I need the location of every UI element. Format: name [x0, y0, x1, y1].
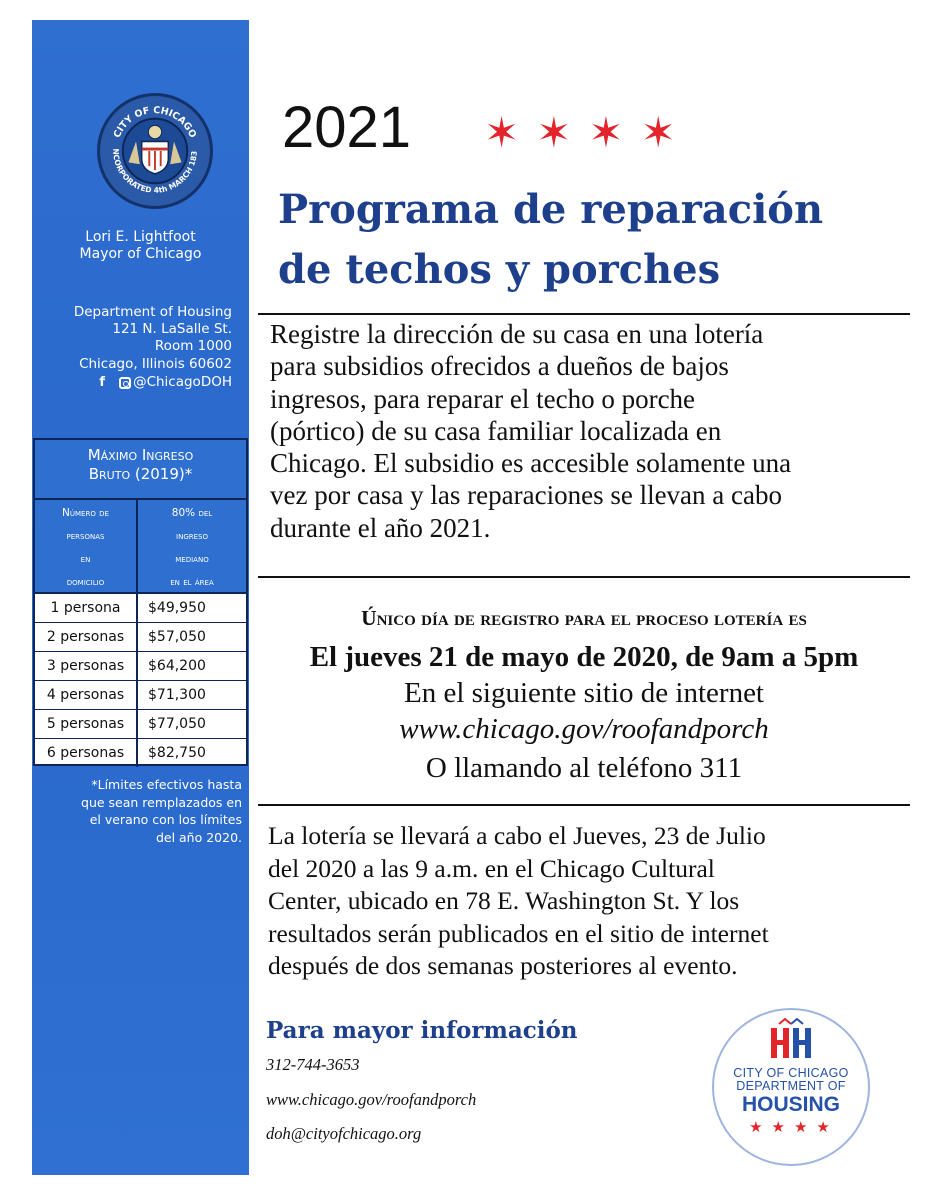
- logo-line3: HOUSING: [741, 1093, 840, 1116]
- intro-line: Registre la dirección de su casa en una lotería: [270, 319, 764, 349]
- title-line1: Programa de reparación: [278, 186, 824, 233]
- contact-phone[interactable]: 312-744-3653: [266, 1055, 360, 1074]
- household-size: 5 personas: [35, 710, 138, 738]
- page-title: [278, 180, 918, 300]
- footnote-line: el verano con los límites: [89, 812, 242, 827]
- dept-room: Room 1000: [154, 338, 232, 354]
- table-row: [35, 739, 246, 767]
- income-limit: $49,950: [148, 600, 206, 616]
- column-header-line: en: [80, 553, 91, 565]
- more-info-heading: Para mayor información: [266, 1017, 578, 1044]
- column-header-line: 80% del: [171, 507, 213, 519]
- seal-bottom-text: NCORPORATED 4th MARCH 183: [111, 148, 199, 195]
- table-row: [35, 652, 246, 681]
- hh-logo-icon: [761, 1018, 821, 1062]
- household-size: 6 personas: [35, 739, 138, 767]
- footnote-line: *Límites efectivos hasta: [91, 777, 242, 792]
- divider: [258, 804, 910, 806]
- income-limit: $57,050: [148, 629, 206, 645]
- dept-social: [32, 374, 232, 392]
- intro-line: Chicago. El subsidio es accesible solamente una: [270, 448, 792, 479]
- column-header-household: [35, 500, 138, 592]
- seal-graphic: [100, 96, 210, 206]
- logo-stars-icon: ★★★★: [749, 1119, 839, 1136]
- year-heading: 2021: [282, 95, 412, 160]
- table-row: [35, 681, 246, 710]
- divider: [258, 313, 910, 315]
- income-limit: $82,750: [148, 745, 206, 761]
- income-heading-line1: Máximo Ingreso: [87, 446, 194, 464]
- household-size: 1 persona: [35, 594, 138, 622]
- divider: [258, 576, 910, 578]
- income-footnote: [32, 776, 242, 846]
- chicago-stars-icon: ✶✶✶✶: [484, 108, 693, 157]
- income-table: [33, 438, 248, 766]
- dept-street: 121 N. LaSalle St.: [112, 321, 232, 337]
- table-row: [35, 623, 246, 652]
- instagram-icon[interactable]: [119, 377, 131, 389]
- table-row: [35, 594, 246, 623]
- social-handle[interactable]: @ChicagoDOH: [133, 374, 232, 390]
- registration-website-label: En el siguiente sitio de internet: [404, 677, 764, 709]
- column-header-line: domicilio: [66, 576, 105, 588]
- income-limit: $71,300: [148, 687, 206, 703]
- mayor-name: Lori E. Lightfoot: [85, 229, 196, 245]
- city-seal: [97, 93, 213, 209]
- dept-housing-logo: [712, 1008, 870, 1166]
- contact-email[interactable]: doh@cityofchicago.org: [266, 1124, 422, 1143]
- contact-website[interactable]: www.chicago.gov/roofandporch: [266, 1090, 477, 1109]
- household-size: 4 personas: [35, 681, 138, 709]
- column-header-line: mediano: [175, 553, 209, 565]
- income-heading-line2: Bruto (2019)*: [88, 465, 193, 483]
- lottery-line: después de dos semanas posteriores al evento.: [268, 951, 738, 980]
- mayor-title: Mayor of Chicago: [79, 246, 202, 262]
- income-limit: $64,200: [148, 658, 206, 674]
- registration-phone: O llamando al teléfono 311: [425, 752, 743, 784]
- lottery-line: resultados serán publicados en el sitio de internet: [268, 918, 769, 948]
- intro-paragraph: [270, 318, 920, 544]
- registration-heading: Único día de registro para el proceso lotería es: [361, 606, 807, 630]
- dept-city: Chicago, Illinois 60602: [79, 356, 232, 372]
- intro-line: para subsidios ofrecidos a dueños de bajos: [270, 351, 729, 382]
- registration-website-link[interactable]: www.chicago.gov/roofandporch: [399, 713, 769, 745]
- column-header-income: [138, 500, 246, 592]
- lottery-paragraph: [268, 820, 918, 983]
- lottery-line: Center, ubicado en 78 E. Washington St. Y los: [268, 886, 740, 915]
- title-line2: de techos y porches: [278, 246, 721, 293]
- income-limit: $77,050: [148, 716, 206, 732]
- income-table-column-headers: [35, 500, 246, 594]
- intro-line: (pórtico) de su casa familiar localizada en: [270, 415, 722, 446]
- column-header-line: Número de: [62, 507, 109, 519]
- income-table-heading: [35, 440, 246, 500]
- logo-line2: DEPARTMENT OF: [736, 1079, 846, 1093]
- footnote-line: que sean remplazados en: [81, 794, 242, 810]
- column-header-line: ingreso: [176, 530, 208, 542]
- intro-line: ingresos, para reparar el techo o porche: [270, 383, 696, 414]
- facebook-icon[interactable]: f: [99, 375, 106, 390]
- column-header-line: personas: [66, 530, 105, 542]
- seal-top-text: CITY OF CHICAGO: [111, 104, 199, 140]
- table-row: [35, 710, 246, 739]
- registration-date: El jueves 21 de mayo de 2020, de 9am a 5pm: [309, 641, 859, 673]
- intro-line: durante el año 2021.: [270, 512, 491, 543]
- lottery-line: del 2020 a las 9 a.m. en el Chicago Cultural: [268, 853, 715, 883]
- footnote-line: del año 2020.: [155, 829, 242, 845]
- dept-name: Department of Housing: [73, 304, 232, 320]
- household-size: 2 personas: [35, 623, 138, 651]
- column-header-line: en el área: [170, 576, 214, 588]
- lottery-line: La lotería se llevará a cabo el Jueves, 23 de Julio: [268, 821, 766, 850]
- intro-line: vez por casa y las reparaciones se llevan a cabo: [270, 480, 782, 511]
- logo-line1: CITY OF CHICAGO: [733, 1066, 849, 1080]
- household-size: 3 personas: [35, 652, 138, 680]
